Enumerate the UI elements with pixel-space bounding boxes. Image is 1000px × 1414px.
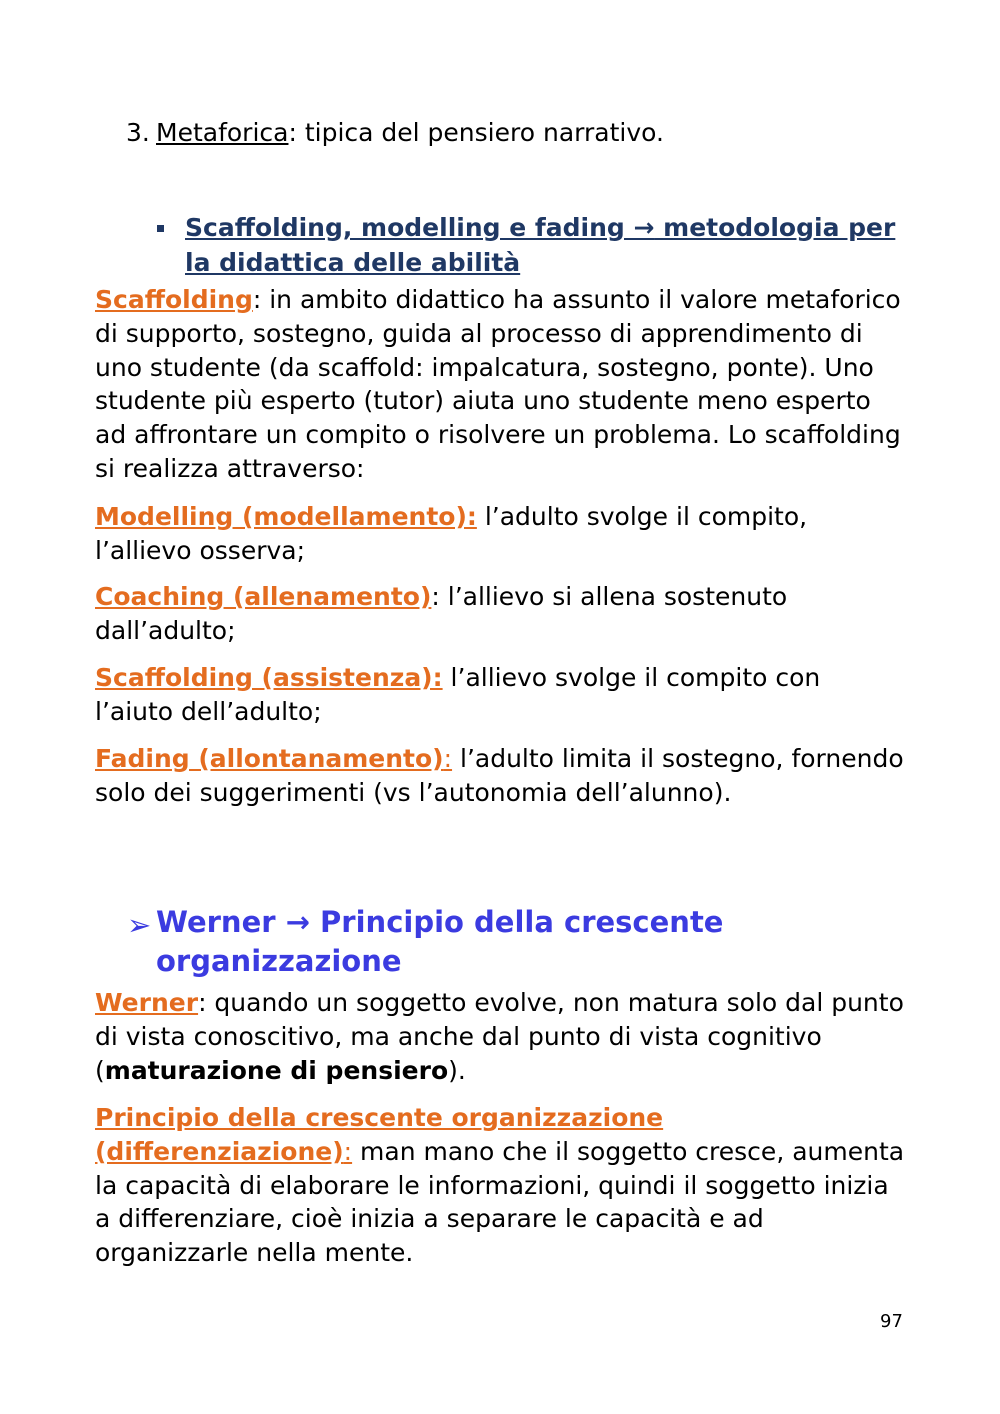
section-heading-werner: Werner → Principio della crescente organizzazione (156, 905, 724, 978)
paragraph-scaffolding-assistenza: Scaffolding (assistenza): l’allievo svolge il compito con l’aiuto dell’adulto; (95, 663, 821, 726)
term-principio: Principio della crescente organizzazione (differenziazione) (95, 1103, 664, 1166)
term-fading: Fading (allontanamento) (95, 744, 444, 773)
paragraph-fading: Fading (allontanamento): l’adulto limita il sostegno, fornendo solo dei suggerimenti (vs l’autonomia dell’alunno). (95, 744, 904, 807)
square-bullet-icon (157, 225, 164, 232)
term-scaffolding: Scaffolding (95, 285, 253, 314)
section-heading-scaffolding: Scaffolding, modelling e fading → metodologia per la didattica delle abilità (185, 213, 896, 277)
term-werner: Werner (95, 988, 199, 1017)
page-number: 97 (880, 1311, 903, 1332)
paragraph-modelling: Modelling (modellamento): l’adulto svolge il compito, l’allievo osserva; (95, 502, 808, 565)
list-item-text: Metaforica: tipica del pensiero narrativo. (156, 118, 664, 147)
paragraph-coaching: Coaching (allenamento): l’allievo si allena sostenuto dall’adulto; (95, 582, 788, 645)
bold-maturazione: maturazione di pensiero (104, 1055, 449, 1085)
arrow-right-icon: → (285, 905, 310, 939)
paragraph-scaffolding: Scaffolding: in ambito didattico ha assunto il valore metaforico di supporto, sostegno, guida al processo di apprendimento di uno studente (da scaffold: impalcatura, sostegno, ponte). Uno studente più esperto (tutor) aiuta uno studente meno esperto ad affrontare un compito o risolvere un problema. Lo scaffolding si realizza attraverso: (95, 285, 901, 483)
term-modelling: Modelling (modellamento): (95, 502, 477, 531)
term-scaffolding-assistenza: Scaffolding (assistenza): (95, 663, 443, 692)
paragraph-werner: Werner: quando un soggetto evolve, non matura solo dal punto di vista conoscitivo, ma anche dal punto di vista cognitivo (maturazione di pensiero). (95, 988, 904, 1085)
list-number: 3. (126, 118, 150, 147)
arrowhead-bullet-icon: ➢ (127, 908, 152, 942)
term-metaforica: Metaforica (156, 118, 289, 147)
term-coaching: Coaching (allenamento) (95, 582, 432, 611)
arrow-right-icon: → (633, 213, 655, 242)
paragraph-principio: Principio della crescente organizzazione (differenziazione): man mano che il soggetto cresce, aumenta la capacità di elaborare le informazioni, quindi il soggetto inizia a differenziare, cioè inizia a separare le capacità e ad organizzarle nella mente. (95, 1103, 905, 1268)
